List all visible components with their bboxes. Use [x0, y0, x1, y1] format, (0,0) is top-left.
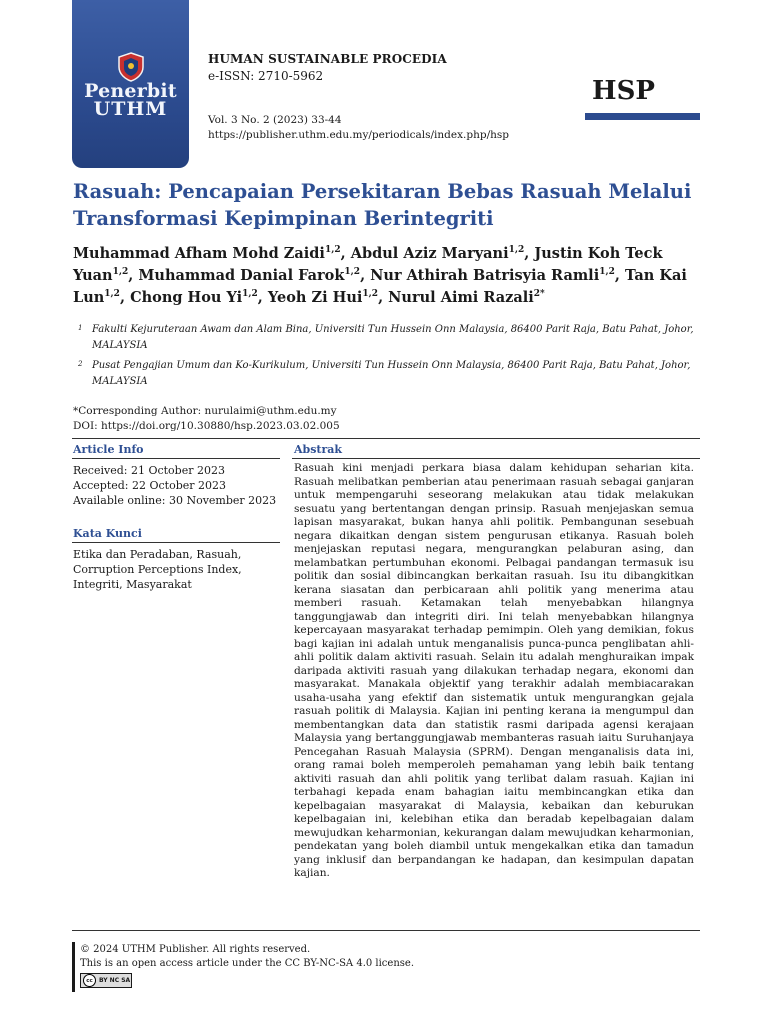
- author-affiliation-marker: 1,2: [508, 245, 525, 256]
- logo-text-uthm: UTHM: [93, 98, 168, 120]
- footer-bar: [72, 942, 75, 992]
- volume-info: Vol. 3 No. 2 (2023) 33-44: [208, 114, 342, 126]
- author-affiliation-marker: 2*: [533, 289, 545, 300]
- logo-text-penerbit: Penerbit: [84, 80, 177, 102]
- author-separator: ,: [378, 289, 389, 306]
- author-affiliation-marker: 1,2: [362, 289, 379, 300]
- keywords-line: Etika dan Peradaban, Rasuah,: [73, 548, 242, 561]
- cc-terms: BY NC SA: [99, 977, 131, 984]
- license-text[interactable]: This is an open access article under the CC BY-NC-SA 4.0 license.: [80, 958, 414, 969]
- journal-abbrev: HSP: [592, 76, 655, 106]
- abstract-heading: Abstrak: [294, 443, 343, 456]
- corresponding-author: *Corresponding Author: nurulaimi@uthm.edu.my: [73, 405, 337, 417]
- keywords-line: Corruption Perceptions Index,: [73, 563, 242, 576]
- correspondence: [73, 404, 340, 434]
- cc-license-badge[interactable]: [80, 973, 132, 988]
- author-name: Nurul Aimi Razali: [388, 289, 534, 306]
- footer-divider: [72, 930, 700, 931]
- header-accent-bar: [585, 113, 700, 120]
- doi-link[interactable]: DOI: https://doi.org/10.30880/hsp.2023.03.02.005: [73, 420, 340, 432]
- author-affiliation-marker: 1,2: [344, 267, 361, 278]
- divider: [72, 438, 700, 439]
- keywords-list: [73, 547, 242, 592]
- accepted-date: Accepted: 22 October 2023: [73, 479, 227, 492]
- divider: [292, 458, 700, 459]
- author-affiliation-marker: 1,2: [104, 289, 120, 300]
- journal-name: HUMAN SUSTAINABLE PROCEDIA: [208, 52, 447, 66]
- author-name: Justin Koh Teck Yuan: [73, 245, 663, 284]
- author-separator: ,: [119, 289, 131, 306]
- article-info-heading: Article Info: [73, 443, 144, 456]
- author-name: Tan Kai Lun: [73, 267, 687, 306]
- affiliation-text: Pusat Pengajian Umum dan Ko-Kurikulum, Universiti Tun Hussein Onn Malaysia, 86400 Parit Raja, Batu Pahat, Johor, MALAYSIA: [92, 360, 691, 387]
- online-date: Available online: 30 November 2023: [73, 494, 277, 507]
- keywords-heading: Kata Kunci: [73, 527, 142, 540]
- author-affiliation-marker: 1,2: [112, 267, 129, 278]
- article-title: Rasuah: Pencapaian Persekitaran Bebas Rasuah Melalui Transformasi Kepimpinan Berintegriti: [73, 180, 692, 230]
- author-name: Yeoh Zi Hui: [267, 289, 363, 306]
- author-separator: ,: [257, 289, 268, 306]
- author-name: Muhammad Danial Farok: [138, 267, 345, 284]
- crest-icon: [118, 52, 144, 82]
- abstract-text: Rasuah kini menjadi perkara biasa dalam kehidupan seharian kita. Rasuah melibatkan pemberian atau penerimaan rasuah sebagai ganjaran untuk mempengaruhi seseorang melakukan atau tidak melakukan sesuatu yang bertentangan dengan prinsip. Rasuah menjejaskan semua lapisan masyarakat, bukan hanya ahli politik. Pembangunan sesebuah negara dikaitkan dengan sistem pengurusan etikanya. Rasuah boleh menjejaskan reputasi negara, mengurangkan pelaburan asing, dan melambatkan pertumbuhan ekonomi. Pelbagai pandangan termasuk isu politik dan sosial dibincangkan berkaitan rasuah. Isu itu dibangkitkan kerana siasatan dan perbicaraan ahli politik yang menerima atau memberi rasuah. Ketamakan telah menyebabkan hilangnya tanggungjawab dan integriti diri. Ini telah menyebabkan hilangnya kepercayaan masyarakat terhadap pemimpin. Oleh yang demikian, fokus bagi kajian ini adalah untuk menganalisis punca-punca penglibatan ahli-ahli politik dalam aktiviti rasuah. Selain itu adalah menghuraikan impak daripada aktiviti rasuah yang dilakukan terhadap negara, ekonomi dan masyarakat. Manakala objektif yang terakhir adalah membiacarakan usaha-usaha yang efektif dan sistematik untuk mengurangkan gejala rasuah politik di Malaysia. Kajian ini penting kerana ia mengumpul dan membentangkan data dan statistik rasmi daripada agensi kerajaan Malaysia yang bertanggungjawab membanteras rasuah iaitu Suruhanjaya Pencegahan Rasuah Malaysia (SPRM). Dengan menganalisis data ini, orang ramai boleh memperoleh pemahaman yang lebih baik tentang aktiviti rasuah dan ahli politik yang terlibat dalam rasuah. Kajian ini terbahagi kepada enam bahagian iaitu membincangkan etika dan kepelbagaian masyarakat di Malaysia, kebaikan dan keburukan kepelbagaian ini, kelebihan etika dan beradab kepelbagaian dalam mewujudkan keharmonian, kekurangan dalam mewujudkan keharmonian, pendekatan yang boleh diambil untuk mengekalkan etika dan tamadun yang inklusif dan berpandangan ke hadapan, dan kesimpulan dapatan kajian.: [294, 462, 694, 879]
- author-name: Muhammad Afham Mohd Zaidi: [73, 245, 325, 262]
- copyright: © 2024 UTHM Publisher. All rights reserved.: [80, 944, 311, 955]
- affiliation-number: 1: [78, 324, 83, 332]
- author-name: Abdul Aziz Maryani: [350, 245, 509, 262]
- author-name: Chong Hou Yi: [130, 289, 243, 306]
- divider: [72, 542, 280, 543]
- author-separator: ,: [614, 267, 625, 284]
- author-affiliation-marker: 1,2: [324, 245, 341, 256]
- author-list: [73, 243, 703, 309]
- author-affiliation-marker: 1,2: [242, 289, 258, 300]
- received-date: Received: 21 October 2023: [73, 464, 225, 477]
- author-affiliation-marker: 1,2: [599, 267, 615, 278]
- divider: [72, 458, 280, 459]
- author-separator: ,: [360, 267, 371, 284]
- article-dates: [73, 463, 276, 508]
- keywords-line: Integriti, Masyarakat: [73, 578, 192, 591]
- issn: e-ISSN: 2710-5962: [208, 69, 324, 83]
- journal-url[interactable]: https://publisher.uthm.edu.my/periodicals/index.php/hsp: [208, 129, 509, 141]
- author-separator: ,: [128, 267, 139, 284]
- affiliation-number: 2: [78, 360, 83, 368]
- affiliation-text: Fakulti Kejuruteraan Awam dan Alam Bina, Universiti Tun Hussein Onn Malaysia, 86400 Parit Raja, Batu Pahat, Johor, MALAYSIA: [92, 324, 694, 351]
- author-separator: ,: [524, 245, 535, 262]
- cc-icon: cc: [83, 974, 96, 987]
- author-separator: ,: [340, 245, 351, 262]
- author-name: Nur Athirah Batrisyia Ramli: [370, 267, 600, 284]
